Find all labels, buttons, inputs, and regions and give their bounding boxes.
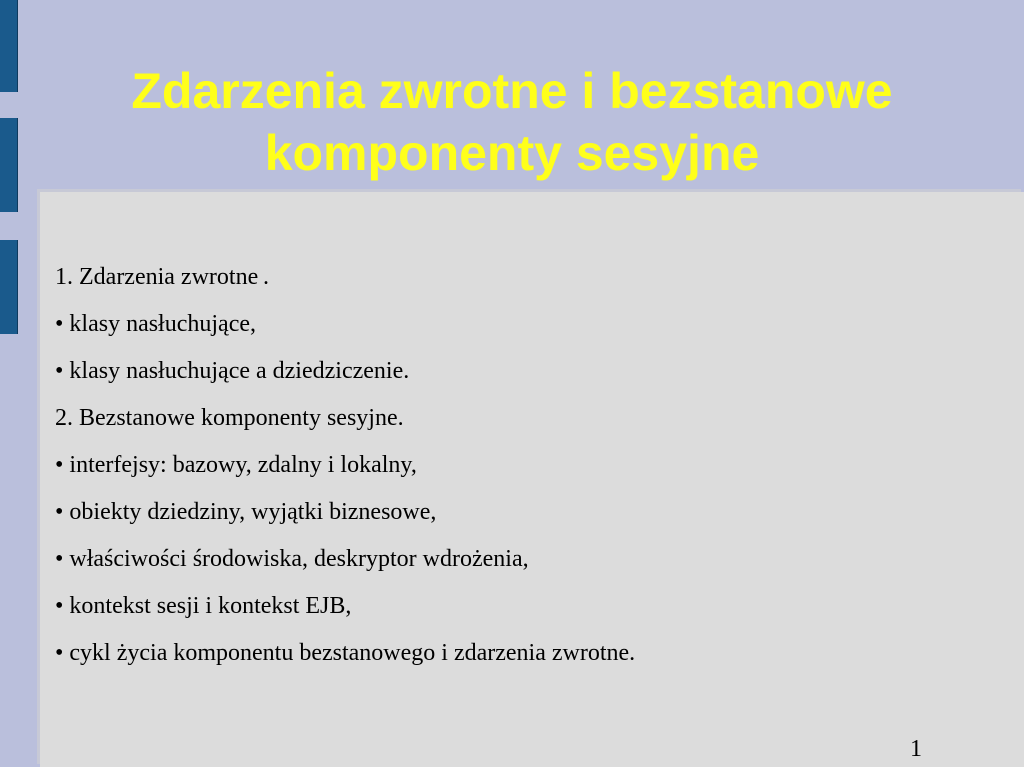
content-panel <box>40 192 1024 767</box>
list-item: • klasy nasłuchujące a dziedziczenie. <box>55 358 410 384</box>
list-item: • klasy nasłuchujące, <box>55 311 256 337</box>
content-list <box>55 254 635 677</box>
list-item: • obiekty dziedziny, wyjątki biznesowe, <box>55 499 437 525</box>
side-bar-decoration <box>0 118 18 212</box>
side-bar-decoration <box>0 0 18 92</box>
list-item-heading: 2. Bezstanowe komponenty sesyjne. <box>55 405 404 431</box>
slide-title-line-2: komponenty sesyjne <box>264 125 760 181</box>
list-item: • cykl życia komponentu bezstanowego i zdarzenia zwrotne. <box>55 640 636 666</box>
page-number: 1 <box>910 736 922 762</box>
list-item: • właściwości środowiska, deskryptor wdrożenia, <box>55 546 529 572</box>
list-item: • kontekst sesji i kontekst EJB, <box>55 593 352 619</box>
slide-title-line-1: Zdarzenia zwrotne i bezstanowe <box>131 63 893 119</box>
list-item: • interfejsy: bazowy, zdalny i lokalny, <box>55 452 417 478</box>
slide-title <box>40 60 984 184</box>
list-item-heading: 1. Zdarzenia zwrotne . <box>55 264 270 290</box>
side-bar-decoration <box>0 240 18 334</box>
